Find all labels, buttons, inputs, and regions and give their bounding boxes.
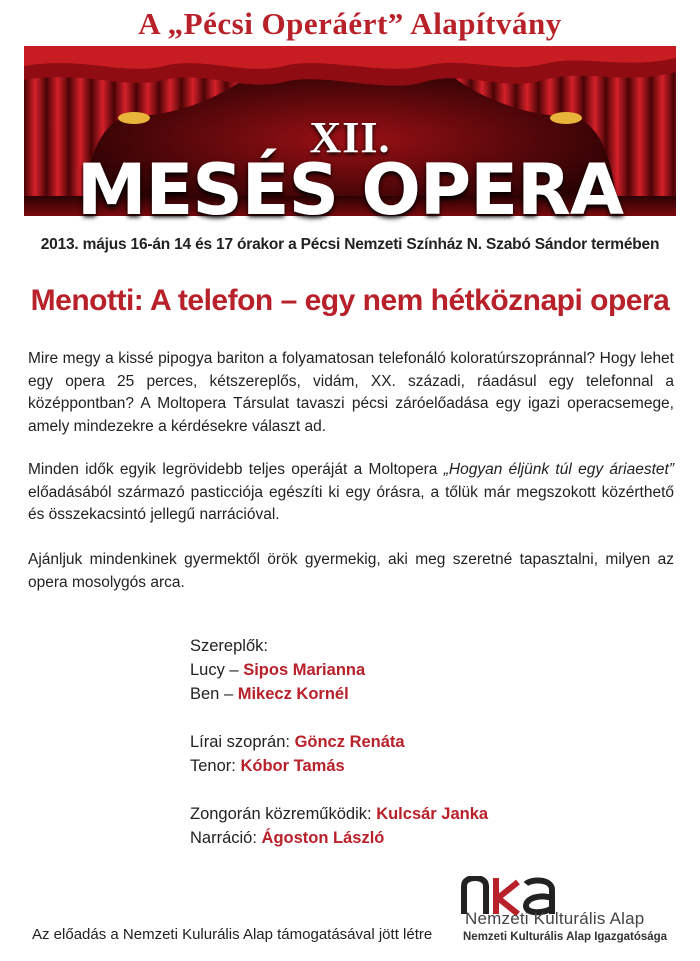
event-title: MESÉS OPERA [76, 149, 624, 231]
paragraph-2-start: Minden idők egyik legrövidebb teljes operáját a Moltopera [28, 461, 444, 478]
nka-name: Nemzeti Kulturális Alap [465, 909, 645, 928]
cast-role: Lírai szoprán: [190, 733, 295, 751]
cast-role: Zongorán közreműködik: [190, 805, 377, 823]
cast-row-ben [190, 682, 488, 706]
nka-admin: Nemzeti Kulturális Alap Igazgatósága [463, 931, 668, 943]
cast-role: Lucy – [190, 661, 244, 679]
paragraph-2-italic-title: „Hogyan éljünk túl egy áriaestet” [443, 461, 674, 478]
event-headline: Menotti: A telefon – egy nem hétköznapi opera [30, 284, 670, 317]
event-dateline: 2013. május 16-án 14 és 17 órakor a Pécsi Nemzeti Színház N. Szabó Sándor termében [40, 236, 660, 253]
cast-role: Tenor: [190, 757, 241, 775]
description-paragraph-1: Mire megy a kissé pipogya bariton a folyamatosan telefonáló koloratúrszopránnal? Hogy lehet egy opera 25 perces, kétszereplős, vidám, XX. századi, ráadásul egy telefonnal a középpontban? A Moltopera Társulat tavaszi pécsi záróelőadása egy igazi operacsemege, amely mindezekre a kérdésekre választ ad. [28, 350, 674, 435]
description-paragraph-2 [28, 459, 674, 527]
cast-name: Sipos Marianna [243, 661, 366, 679]
cast-name: Ágoston László [261, 829, 385, 847]
paragraph-2-end: előadásából származó pasticciója egészíti ki egy órásra, a tőlük már megszokott közérthető és összekacsintó jellegű narrációval. [28, 483, 674, 523]
edition-number: XII. [309, 113, 391, 162]
nka-logo-text: nka [570, 906, 572, 907]
cast-name: Kóbor Tamás [240, 757, 345, 775]
cast-row-piano [190, 802, 488, 826]
cast-list [190, 634, 488, 850]
cast-row-soprano [190, 730, 488, 754]
foundation-title: A „Pécsi Operáért” Alapítvány [138, 6, 562, 41]
cast-row-tenor [190, 754, 488, 778]
cast-name: Mikecz Kornél [237, 685, 349, 703]
cast-row-narration [190, 826, 488, 850]
support-note: Az előadás a Nemzeti Kulurális Alap támogatásával jött létre [32, 926, 433, 943]
cast-role: Ben – [190, 685, 238, 703]
cast-heading: Szereplők: [190, 637, 268, 655]
cast-name: Göncz Renáta [294, 733, 405, 751]
description-paragraph-3: Ajánljuk mindenkinek gyermektől örök gyermekig, aki meg szeretné tapasztalni, milyen az opera mosolygós arca. [28, 551, 674, 591]
cast-row-lucy [190, 658, 488, 682]
cast-role: Narráció: [190, 829, 262, 847]
cast-name: Kulcsár Janka [376, 805, 489, 823]
